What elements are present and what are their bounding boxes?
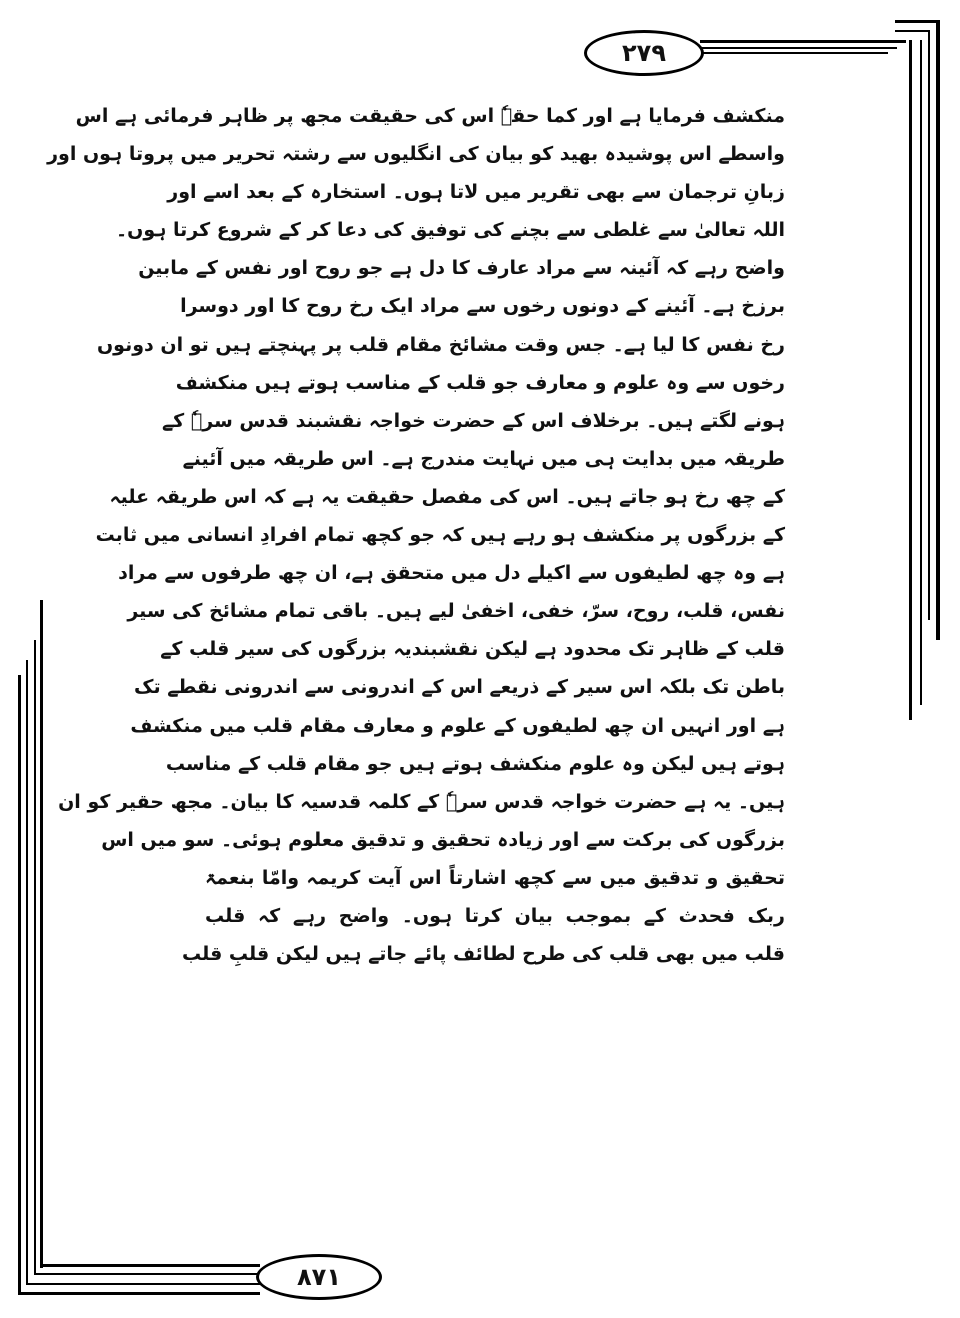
border-corner-top-a xyxy=(895,20,940,23)
text-line: نفس، قلب، روح، سرّ، خفی، اخفیٰ لیے ہیں۔ باقی تمام مشائخ کی سیر xyxy=(127,600,785,623)
text-line: رخ نفس کا لیا ہے۔ جس وقت مشائخ مقام قلب پر پہنچتے ہیں تو ان دونوں xyxy=(96,333,785,356)
border-left-rule-outer xyxy=(18,675,21,1295)
border-left-rule-4 xyxy=(40,600,43,1268)
border-corner-top-b xyxy=(895,30,930,32)
border-bottom-rule-4 xyxy=(18,1292,260,1295)
text-line: طریقہ میں بدایت ہی میں نہایت مندرج ہے۔ اس طریقہ میں آئینے xyxy=(182,447,785,470)
border-left-rule-2 xyxy=(26,660,28,1285)
body-text xyxy=(47,97,785,973)
text-line: رخوں سے وہ علوم و معارف جو قلب کے مناسب ہوتے ہیں منکشف xyxy=(175,371,785,394)
text-line: بزرگوں کی برکت سے اور زیادہ تحقیق و تدقیق معلوم ہوئی۔ سو میں اس xyxy=(101,828,785,851)
border-left-rule-3 xyxy=(34,640,36,1275)
border-top-rule-inner xyxy=(700,47,897,49)
page-number-top-text: ۲۷۹ xyxy=(622,39,666,67)
text-line: کے بزرگوں پر منکشف ہو رہے ہیں کہ جو کچھ تمام افرادِ انسانی میں ثابت xyxy=(95,524,785,547)
text-line: برزخ ہے۔ آئینے کے دونوں رخوں سے مراد ایک رخ روح کا اور دوسرا xyxy=(180,295,785,318)
border-right-rule-outer xyxy=(936,20,940,640)
text-line: باطن تک بلکہ اس سیر کے ذریعے اس کے اندرونی سے اندرونی نقطے تک xyxy=(134,676,785,699)
border-right-rule-2 xyxy=(928,30,930,620)
text-line: قلب کے ظاہر تک محدود ہے لیکن نقشبندیہ بزرگوں کی سیر قلب کے xyxy=(160,638,785,661)
text-line: کے چھ رخ ہو جاتے ہیں۔ اس کی مفصل حقیقت یہ ہے کہ اس طریقہ علیہ xyxy=(109,485,785,508)
text-line: تحقیق و تدقیق میں سے کچھ اشارتاً اس آیت کریمہ وامّا بنعمۃ xyxy=(205,866,785,889)
text-line: ہونے لگتے ہیں۔ برخلاف اس کے حضرت خواجہ نقشبند قدس سرہٗ کے xyxy=(162,409,785,432)
page-number-bottom-text: ۸۷۱ xyxy=(297,1263,341,1291)
text-line: اللہ تعالیٰ سے غلطی سے بچنے کی توفیق کی دعا کر کے شروع کرتا ہوں۔ xyxy=(116,219,785,242)
text-line: ہیں۔ یہ ہے حضرت خواجہ قدس سرہٗ کے کلمہ قدسیہ کا بیان۔ مجھ حقیر کو ان xyxy=(58,790,785,813)
text-line: ہوتے ہیں لیکن وہ علوم منکشف ہوتے ہیں جو مقام قلب کے مناسب xyxy=(165,752,785,775)
border-top-rule-inner-2 xyxy=(700,52,888,54)
text-line: قلب میں بھی قلب کی طرح لطائف پائے جاتے ہیں لیکن قلبِ قلب xyxy=(181,943,785,966)
border-right-rule-3 xyxy=(920,40,922,705)
page-number-top xyxy=(584,30,704,76)
border-bottom-rule-2 xyxy=(34,1273,260,1275)
text-line: واضح رہے کہ آئینہ سے مراد عارف کا دل ہے جو روح اور نفس کے مابین xyxy=(138,257,785,280)
text-line: ہے اور انہیں ان چھ لطیفوں کے علوم و معارف مقام قلب میں منکشف xyxy=(130,714,785,737)
border-top-rule xyxy=(700,40,906,43)
page-number-bottom xyxy=(256,1254,382,1300)
text-line: زبانِ ترجمان سے بھی تقریر میں لاتا ہوں۔ استخارہ کے بعد اسے اور xyxy=(167,181,785,204)
border-bottom-rule-3 xyxy=(26,1283,260,1285)
text-line: منکشف فرمایا ہے اور کما حقہٗ اس کی حقیقت مجھ پر ظاہر فرمائی ہے اس xyxy=(75,105,785,127)
border-bottom-rule-1 xyxy=(40,1264,260,1267)
text-line: واسطے اس پوشیدہ بھید کو بیان کی انگلیوں سے رشتہ تحریر میں پروتا ہوں اور xyxy=(47,143,785,166)
text-line: ہے وہ چھ لطیفوں سے اکیلے دل میں متحقق ہے، ان چھ طرفوں سے مراد xyxy=(118,562,785,585)
text-line: ربک فحدث کے بموجب بیان کرتا ہوں۔ واضح رہے کہ قلب xyxy=(205,904,785,927)
border-right-rule-4 xyxy=(909,40,912,720)
